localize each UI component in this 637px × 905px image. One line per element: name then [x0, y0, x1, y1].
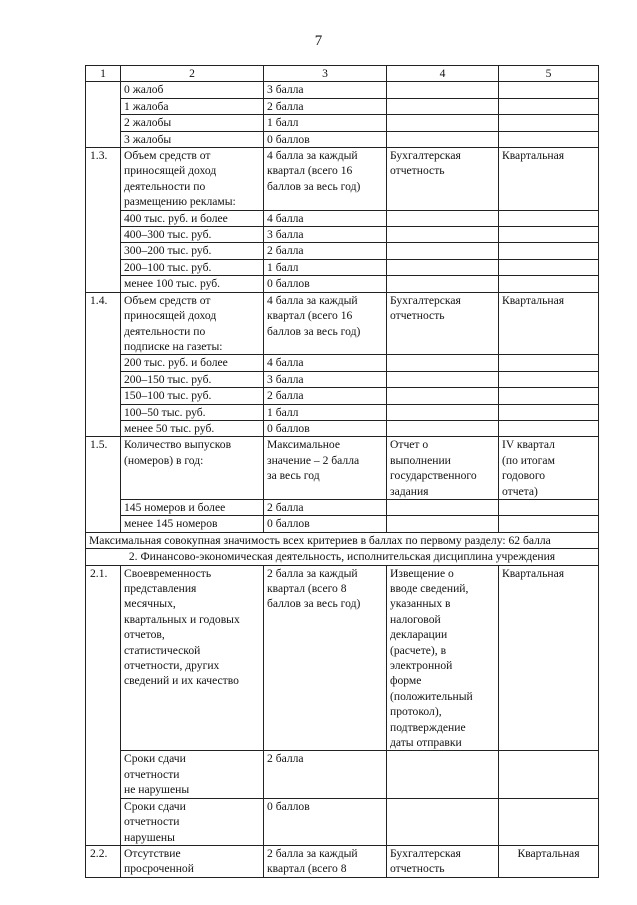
section-title-row: [86, 549, 599, 565]
empty-cell: [499, 82, 599, 98]
table-row: [86, 210, 599, 226]
empty-cell: [499, 420, 599, 436]
empty-cell: [387, 210, 499, 226]
row-label: менее 50 тыс. руб.: [121, 420, 264, 436]
empty-cell: [387, 227, 499, 243]
table-row: [86, 355, 599, 371]
row-value: 2 балла: [264, 751, 387, 798]
empty-cell: [387, 420, 499, 436]
empty-cell: [387, 404, 499, 420]
row-value: 1 балл: [264, 115, 387, 131]
row-label: 200–100 тыс. руб.: [121, 259, 264, 275]
criterion-scoring: 2 балла за каждый квартал (всего 8 баллов за весь год): [264, 565, 387, 751]
section-2-title: 2. Финансово-экономическая деятельность, исполнительская дисциплина учреждения: [86, 549, 599, 565]
criterion-row-2-1: [86, 565, 599, 751]
empty-cell: [499, 243, 599, 259]
row-label: менее 145 номеров: [121, 516, 264, 532]
header-col-2: 2: [121, 66, 264, 82]
row-value: 0 баллов: [264, 798, 387, 845]
row-value: 3 балла: [264, 82, 387, 98]
criterion-period: IV квартал (по итогам годового отчета): [499, 437, 599, 500]
criterion-source: Бухгалтерская отчетность: [387, 292, 499, 355]
empty-cell: [387, 131, 499, 147]
criterion-period: Квартальная: [499, 148, 599, 211]
empty-cell: [499, 388, 599, 404]
criterion-row-2-2: [86, 845, 599, 877]
empty-cell: [387, 371, 499, 387]
row-label: 400 тыс. руб. и более: [121, 210, 264, 226]
row-value: 4 балла: [264, 210, 387, 226]
summary-row: [86, 532, 599, 548]
row-value: 1 балл: [264, 259, 387, 275]
table-row: [86, 243, 599, 259]
empty-cell: [499, 210, 599, 226]
header-col-4: 4: [387, 66, 499, 82]
criterion-source: Отчет о выполнении государственного задания: [387, 437, 499, 500]
criterion-row-1-4: [86, 292, 599, 355]
criterion-source: Извещение о вводе сведений, указанных в налоговой декларации (расчете), в электронной форме (положительный протокол), подтверждение даты отправки: [387, 565, 499, 751]
criterion-number: 2.1.: [86, 565, 121, 845]
empty-cell: [499, 516, 599, 532]
section-summary: Максимальная совокупная значимость всех критериев в баллах по первому разделу: 62 балла: [86, 532, 599, 548]
criterion-source: Бухгалтерская отчетность: [387, 845, 499, 877]
row-label: 145 номеров и более: [121, 499, 264, 515]
row-label: 400–300 тыс. руб.: [121, 227, 264, 243]
empty-cell: [499, 371, 599, 387]
empty-cell: [499, 499, 599, 515]
empty-cell: [387, 388, 499, 404]
criterion-number: 2.2.: [86, 845, 121, 877]
criterion-scoring: 4 балла за каждый квартал (всего 16 баллов за весь год): [264, 148, 387, 211]
row-value: 0 баллов: [264, 420, 387, 436]
row-value: 1 балл: [264, 404, 387, 420]
empty-cell: [387, 259, 499, 275]
header-col-5: 5: [499, 66, 599, 82]
criterion-name: Объем средств от приносящей доход деятельности по подписке на газеты:: [121, 292, 264, 355]
row-label: 0 жалоб: [121, 82, 264, 98]
table-row: [86, 131, 599, 147]
row-label: 300–200 тыс. руб.: [121, 243, 264, 259]
table-row: [86, 751, 599, 798]
row-value: 2 балла: [264, 388, 387, 404]
row-value: 3 балла: [264, 227, 387, 243]
criterion-period: Квартальная: [499, 565, 599, 751]
table-row: [86, 227, 599, 243]
criterion-name: Отсутствие просроченной: [121, 845, 264, 877]
criterion-period: Квартальная: [499, 292, 599, 355]
empty-cell: [387, 355, 499, 371]
table-row: [86, 404, 599, 420]
row-value: 2 балла: [264, 499, 387, 515]
row-label: 3 жалобы: [121, 131, 264, 147]
criteria-table: [85, 65, 599, 878]
empty-cell: [387, 243, 499, 259]
row-label: Сроки сдачи отчетности нарушены: [121, 798, 264, 845]
row-value: 3 балла: [264, 371, 387, 387]
empty-cell: [499, 259, 599, 275]
criterion-name: Количество выпусков (номеров) в год:: [121, 437, 264, 500]
criterion-number: 1.4.: [86, 292, 121, 437]
table-row: [86, 115, 599, 131]
row-label: 200–150 тыс. руб.: [121, 371, 264, 387]
empty-cell: [387, 276, 499, 292]
row-value: 0 баллов: [264, 131, 387, 147]
row-label: 1 жалоба: [121, 98, 264, 114]
criterion-period: Квартальная: [499, 845, 599, 877]
page-number: 7: [314, 33, 323, 49]
empty-num-cell: [86, 82, 121, 148]
criterion-number: 1.3.: [86, 148, 121, 293]
empty-cell: [387, 499, 499, 515]
row-label: 2 жалобы: [121, 115, 264, 131]
empty-cell: [499, 131, 599, 147]
empty-cell: [499, 404, 599, 420]
table-header-row: [86, 66, 599, 82]
criterion-row-1-5: [86, 437, 599, 500]
table-row: [86, 371, 599, 387]
row-label: 200 тыс. руб. и более: [121, 355, 264, 371]
empty-cell: [499, 355, 599, 371]
row-label: 150–100 тыс. руб.: [121, 388, 264, 404]
header-col-3: 3: [264, 66, 387, 82]
table-row: [86, 798, 599, 845]
criterion-number: 1.5.: [86, 437, 121, 532]
empty-cell: [499, 98, 599, 114]
row-value: 0 баллов: [264, 276, 387, 292]
header-col-1: 1: [86, 66, 121, 82]
criterion-scoring: Максимальное значение – 2 балла за весь год: [264, 437, 387, 500]
table-row: [86, 98, 599, 114]
table-row: [86, 420, 599, 436]
table-row: [86, 516, 599, 532]
row-value: 0 баллов: [264, 516, 387, 532]
table-row: [86, 499, 599, 515]
empty-cell: [499, 751, 599, 798]
empty-cell: [499, 798, 599, 845]
empty-cell: [387, 516, 499, 532]
criterion-scoring: 2 балла за каждый квартал (всего 8: [264, 845, 387, 877]
empty-cell: [387, 82, 499, 98]
criterion-scoring: 4 балла за каждый квартал (всего 16 баллов за весь год): [264, 292, 387, 355]
empty-cell: [387, 798, 499, 845]
empty-cell: [499, 115, 599, 131]
row-value: 2 балла: [264, 98, 387, 114]
criterion-row-1-3: [86, 148, 599, 211]
table-row: [86, 388, 599, 404]
table-row: [86, 276, 599, 292]
table-row: [86, 259, 599, 275]
empty-cell: [499, 276, 599, 292]
row-label: Сроки сдачи отчетности не нарушены: [121, 751, 264, 798]
criterion-source: Бухгалтерская отчетность: [387, 148, 499, 211]
criterion-name: Своевременность представления месячных, квартальных и годовых отчетов, статистической отчетности, других сведений и их качество: [121, 565, 264, 751]
row-label: менее 100 тыс. руб.: [121, 276, 264, 292]
row-value: 4 балла: [264, 355, 387, 371]
row-value: 2 балла: [264, 243, 387, 259]
empty-cell: [387, 98, 499, 114]
table-row: [86, 82, 599, 98]
empty-cell: [387, 751, 499, 798]
row-label: 100–50 тыс. руб.: [121, 404, 264, 420]
criterion-name: Объем средств от приносящей доход деятельности по размещению рекламы:: [121, 148, 264, 211]
empty-cell: [387, 115, 499, 131]
empty-cell: [499, 227, 599, 243]
